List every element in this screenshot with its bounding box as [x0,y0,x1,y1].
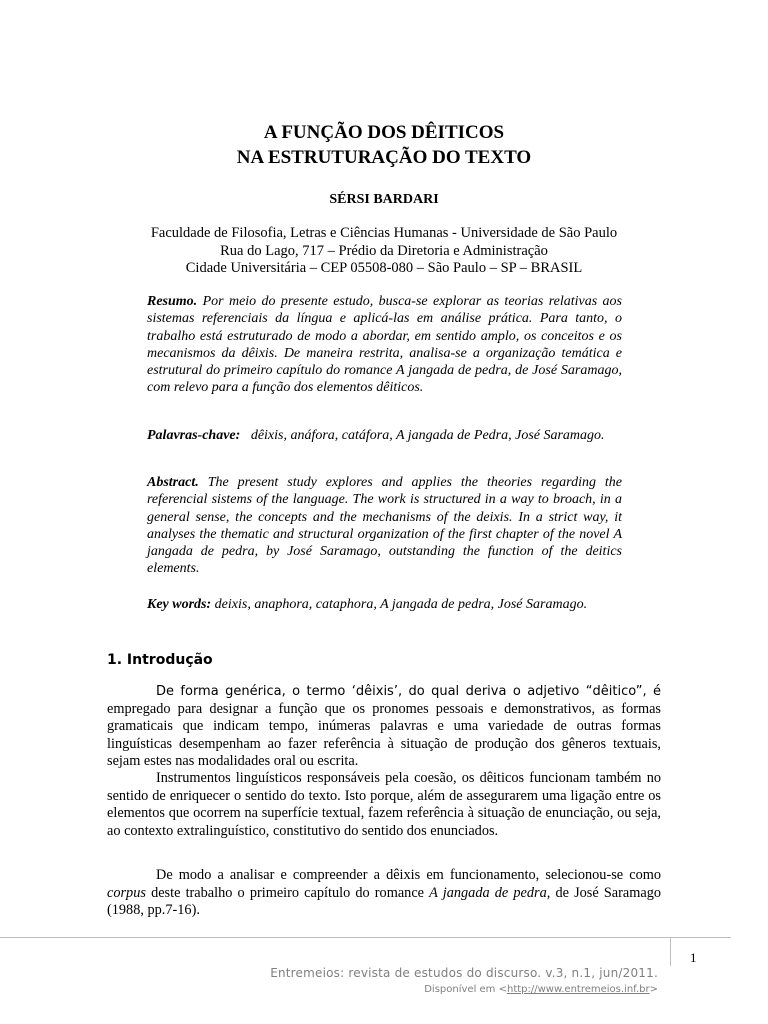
paragraph-3-novel-title: A jangada de pedra [429,884,547,901]
paragraph-3 [107,867,661,920]
abstract-text: The present study explores and applies the theories regarding the referencial sistems of the language. The work is structured in a way to broach, in a general sense, the concepts and the mechanisms of the deixis. In a strict way, it analyses the thematic and structural organization of the first chapter of the novel A jangada de pedra, by José Saramago, outstanding the function of the deitics elements. [147,475,623,577]
title-line-2: NA ESTRUTURAÇÃO DO TEXTO [236,147,532,168]
palavras-chave-text: dêixis, anáfora, catáfora, A jangada de Pedra, José Saramago. [250,428,605,443]
journal-citation: Entremeios: revista de estudos do discurso. v.3, n.1, jun/2011. [270,966,658,980]
palavras-chave-label: Palavras-chave: [147,428,241,443]
paragraph-2: Instrumentos linguísticos responsáveis pela coesão, os dêiticos funcionam também no sentido de enriquecer o sentido do texto. Isto porque, além de assegurarem uma ligação entre os elementos que ocorrem na superfície textual, fazem referência à situação de enunciação, ou seja, ao contexto extralinguístico, constitutivo do sentido dos enunciados. [107,770,661,839]
abstract-label: Abstract. [147,475,199,490]
affiliation-line-2: Rua do Lago, 717 – Prédio da Diretoria e Administração [220,242,548,259]
key-words-label: Key words: [147,597,212,612]
availability-note [424,984,658,995]
paragraph-3-part-a: De modo a analisar e compreender a dêixis em funcionamento, selecionou-se como [156,867,661,883]
paragraph-3-corpus: corpus [107,884,146,901]
paper-title [0,120,768,170]
title-line-1: A FUNÇÃO DOS DÊITICOS [263,122,505,143]
footer-divider [0,937,670,938]
abstract-block [147,474,622,578]
availability-suffix: > [649,984,658,995]
page-number-box [670,937,731,966]
resumo-label: Resumo. [147,294,198,309]
affiliation-line-3: Cidade Universitária – CEP 05508-080 – São Paulo – SP – BRASIL [185,260,583,276]
affiliation-line-1: Faculdade de Filosofia, Letras e Ciências Humanas - Universidade de São Paulo [150,225,618,241]
affiliation [0,225,768,278]
paragraph-3-part-c: , de José Saramago (1988, pp.7-16). [107,884,661,919]
palavras-chave-block [147,427,622,444]
key-words-text: deixis, anaphora, cataphora, A jangada de pedra, José Saramago. [214,597,588,612]
paragraph-1 [107,683,661,771]
resumo-text: Por meio do presente estudo, busca-se explorar as teorias relativas aos sistemas referenciais da língua e aplicá-las em análise prática. Para tanto, o trabalho está estruturado de modo a abordar, em sentido amplo, os conceitos e os mecanismos da dêixis. De maneira restrita, analisa-se a organização temática e estrutural do primeiro capítulo do romance A jangada de pedra, de José Saramago, com relevo para a função dos elementos dêiticos. [147,294,623,396]
journal-link[interactable]: http://www.entremeios.inf.br [506,984,650,995]
page-number: 1 [690,950,697,965]
paragraph-1-rest: empregado para designar a função que os pronomes pessoais e demonstrativos, as formas gramaticais que indicam tempo, inúmeras palavras e uma variedade de outras formas linguísticas desempenham ao fazer referência à situação de produção dos gêneros textuais, sejam estes nas modalidades oral ou escrita. [107,700,661,770]
paragraph-3-part-b: deste trabalho o primeiro capítulo do romance [151,884,425,901]
key-words-block [147,596,622,613]
availability-prefix: Disponível em < [424,984,507,995]
resumo-block [147,293,622,397]
author-name: SÉRSI BARDARI [329,192,439,207]
section-heading: 1. Introdução [107,652,213,668]
paragraph-1-first-line: De forma genérica, o termo ‘dêixis’, do qual deriva o adjetivo “dêitico”, é [156,684,661,699]
